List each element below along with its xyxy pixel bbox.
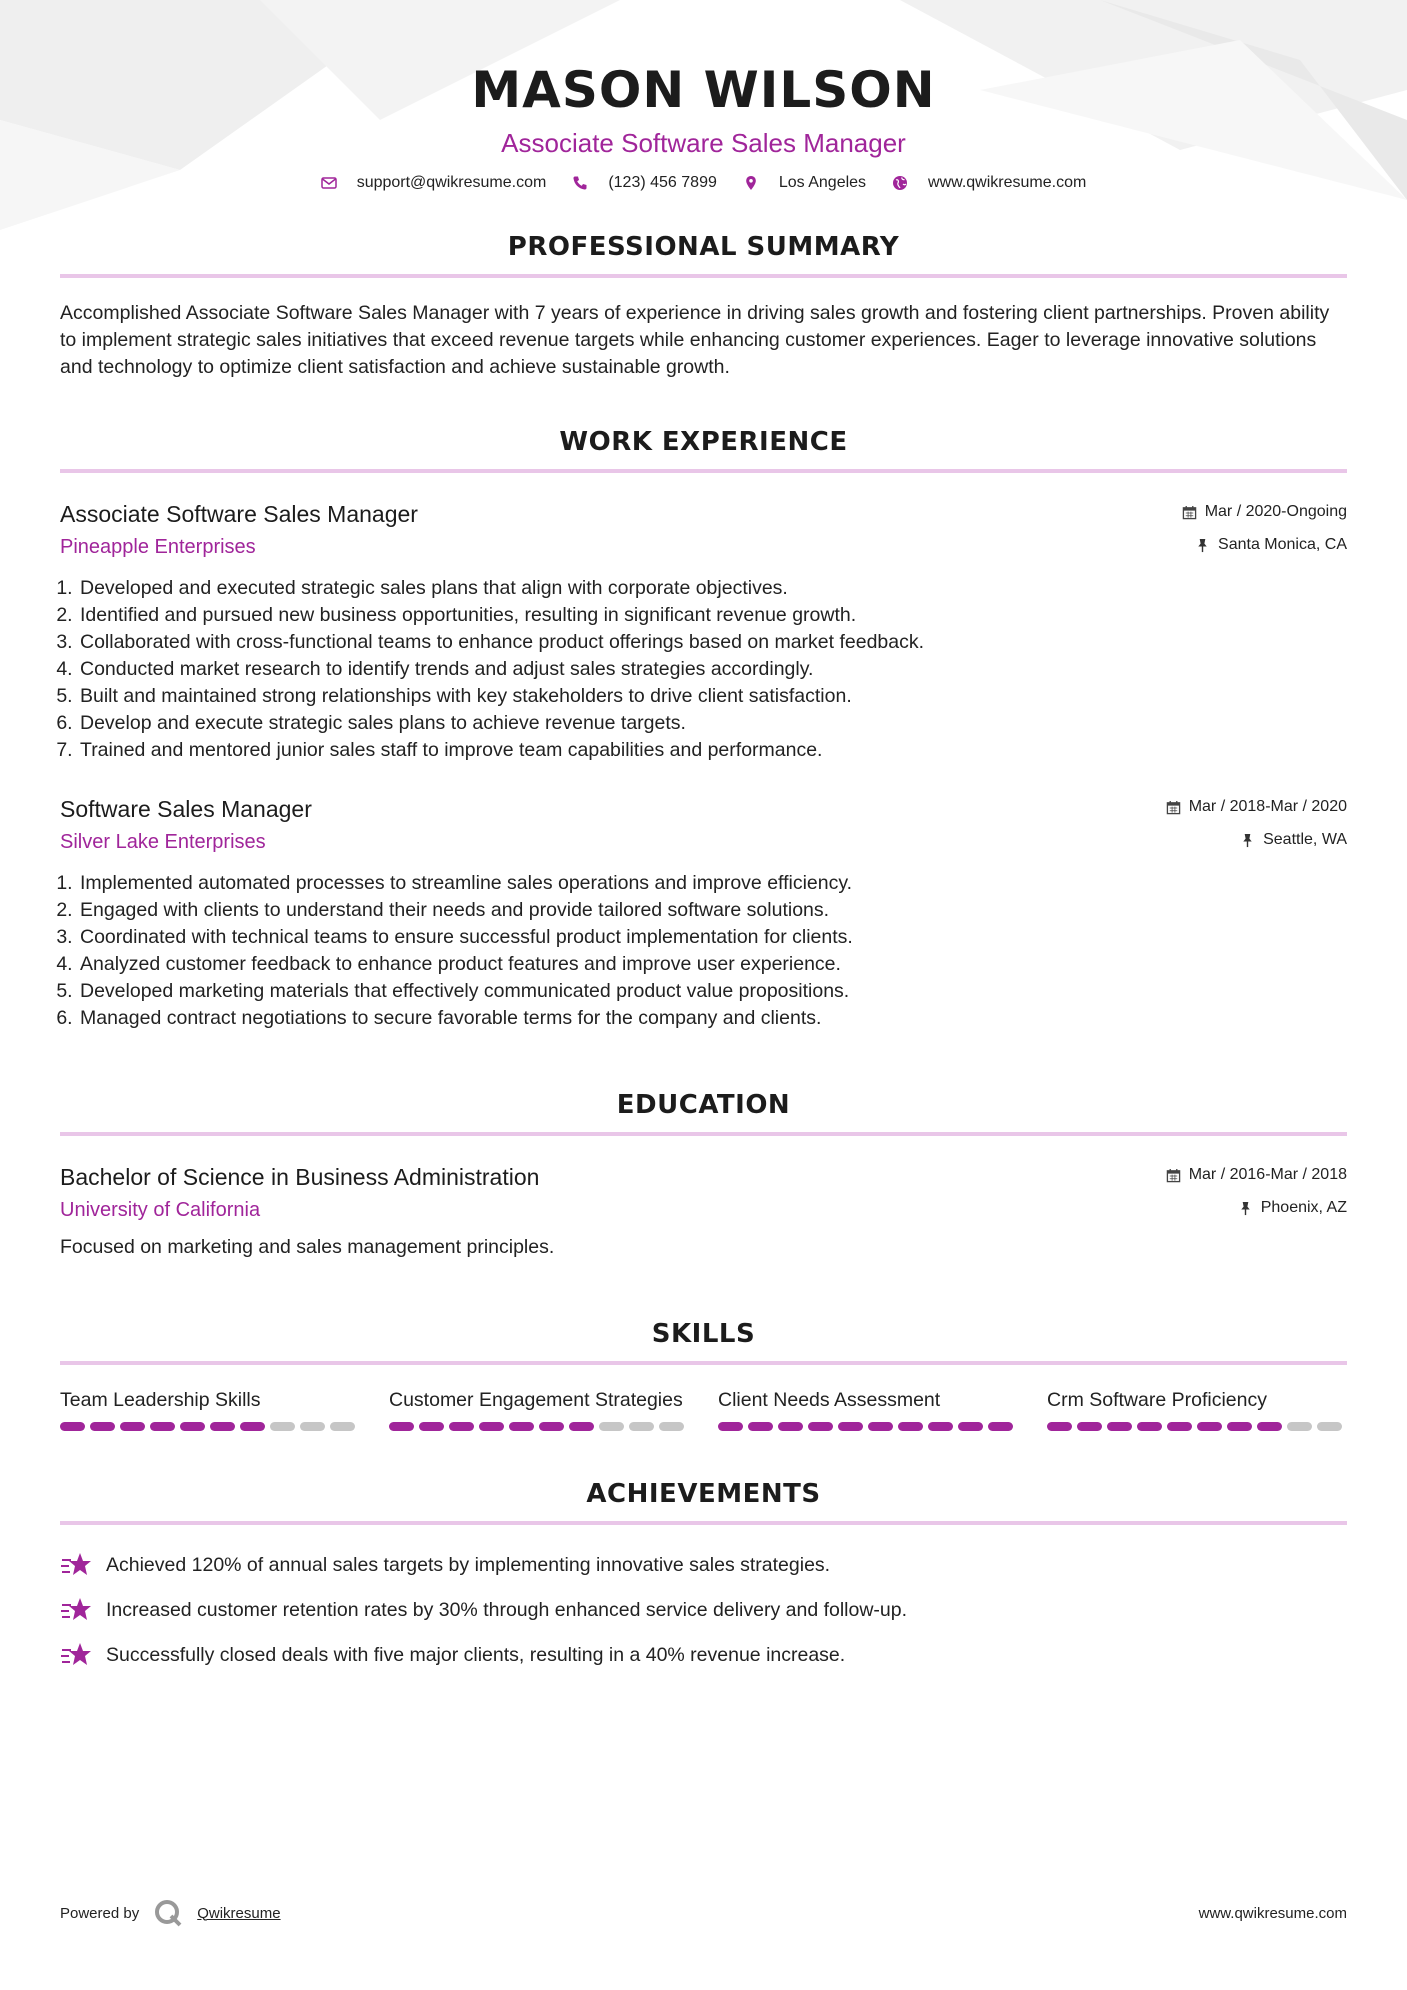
achievement-text: Successfully closed deals with five major clients, resulting in a 40% revenue increase. xyxy=(106,1643,846,1666)
powered-by-label: Powered by xyxy=(60,1904,140,1922)
skill-rating xyxy=(60,1422,360,1431)
list-item: 7. Trained and mentored junior sales staff to improve team capabilities and performance. xyxy=(78,737,1347,764)
calendar-icon xyxy=(1166,1168,1181,1183)
skill-dot-empty xyxy=(270,1422,295,1431)
list-item: 4. Analyzed customer feedback to enhance product features and improve user experience. xyxy=(78,951,1347,978)
summary-text: Accomplished Associate Software Sales Manager with 7 years of experience in driving sales growth and fostering client partnerships. Proven ability to implement strategic sales initiatives that exceed revenue targets while enhancing customer experiences. Eager to leverage innovative solutions and technology to optimize client satisfaction and achieve sustainable growth. xyxy=(60,302,1330,378)
achievement-text: Achieved 120% of annual sales targets by implementing innovative sales strategies. xyxy=(106,1553,831,1576)
achievements-section xyxy=(60,1477,1347,1669)
job-bullets xyxy=(60,575,1347,764)
globe-icon xyxy=(892,175,908,191)
skill-dot-empty xyxy=(1287,1422,1312,1431)
skill-name: Team Leadership Skills xyxy=(60,1389,261,1411)
skill-rating xyxy=(1047,1422,1347,1431)
skill-dot-filled xyxy=(778,1422,803,1431)
education-degree: Bachelor of Science in Business Administration xyxy=(60,1164,540,1190)
skill-dot-filled xyxy=(1257,1422,1282,1431)
contact-location-text: Los Angeles xyxy=(778,174,867,191)
phone-icon xyxy=(572,175,588,191)
job-dates xyxy=(1166,796,1347,818)
skills-grid xyxy=(60,1387,1347,1431)
job-entry xyxy=(60,499,1347,764)
skill-rating xyxy=(389,1422,689,1431)
list-item: 5. Developed marketing materials that effectively communicated product value propositions. xyxy=(78,978,1347,1005)
contact-phone-text: (123) 456 7899 xyxy=(608,174,717,191)
list-item: 5. Built and maintained strong relationships with key stakeholders to drive client satisfaction. xyxy=(78,683,1347,710)
candidate-name: MASON WILSON xyxy=(471,61,936,119)
candidate-role: Associate Software Sales Manager xyxy=(501,128,906,158)
skill-dot-filled xyxy=(1077,1422,1102,1431)
skill-dot-filled xyxy=(868,1422,893,1431)
achievement-item xyxy=(60,1641,1347,1669)
skill-dot-filled xyxy=(1047,1422,1072,1431)
skill-dot-filled xyxy=(898,1422,923,1431)
skill-dot-empty xyxy=(599,1422,624,1431)
education-heading: EDUCATION xyxy=(616,1090,791,1120)
shooting-star-icon xyxy=(60,1551,92,1579)
contact-email[interactable] xyxy=(321,174,547,192)
education-dates xyxy=(1166,1164,1347,1186)
map-pin-icon xyxy=(743,175,759,191)
pushpin-icon xyxy=(1238,1201,1253,1216)
job-dates-text: Mar / 2018-Mar / 2020 xyxy=(1188,798,1347,815)
achievements-list xyxy=(60,1551,1347,1669)
job-title: Associate Software Sales Manager xyxy=(60,501,418,527)
skill-dot-filled xyxy=(389,1422,414,1431)
achievement-text: Increased customer retention rates by 30% through enhanced service delivery and follow-up. xyxy=(106,1598,908,1621)
job-bullets xyxy=(60,870,1347,1032)
skill-dot-empty xyxy=(1317,1422,1342,1431)
skill-dot-filled xyxy=(928,1422,953,1431)
skill-dot-filled xyxy=(180,1422,205,1431)
contact-bar xyxy=(60,174,1347,192)
section-divider xyxy=(60,1521,1347,1525)
job-location-text: Santa Monica, CA xyxy=(1218,536,1347,553)
skills-section xyxy=(60,1317,1347,1431)
job-location xyxy=(1166,829,1347,851)
education-entry xyxy=(60,1162,1347,1261)
skill-dot-filled xyxy=(449,1422,474,1431)
list-item: 4. Conducted market research to identify trends and adjust sales strategies accordingly. xyxy=(78,656,1347,683)
skill-dot-filled xyxy=(718,1422,743,1431)
calendar-icon xyxy=(1166,800,1181,815)
skill-dot-empty xyxy=(330,1422,355,1431)
skill-dot-filled xyxy=(210,1422,235,1431)
education-dates-text: Mar / 2016-Mar / 2018 xyxy=(1188,1166,1347,1183)
calendar-icon xyxy=(1182,505,1197,520)
list-item: 3. Collaborated with cross-functional teams to enhance product offerings based on market feedback. xyxy=(78,629,1347,656)
skill-item xyxy=(1047,1387,1347,1431)
achievement-item xyxy=(60,1551,1347,1579)
summary-heading: PROFESSIONAL SUMMARY xyxy=(507,232,900,262)
job-dates-text: Mar / 2020-Ongoing xyxy=(1204,503,1347,520)
skill-dot-filled xyxy=(748,1422,773,1431)
list-item: 2. Engaged with clients to understand their needs and provide tailored software solutions. xyxy=(78,897,1347,924)
pushpin-icon xyxy=(1195,538,1210,553)
contact-website[interactable] xyxy=(892,174,1086,192)
education-location-text: Phoenix, AZ xyxy=(1260,1199,1347,1216)
skill-dot-filled xyxy=(1167,1422,1192,1431)
job-dates xyxy=(1182,501,1347,523)
experience-heading: WORK EXPERIENCE xyxy=(559,427,848,457)
section-divider xyxy=(60,274,1347,278)
skill-rating xyxy=(718,1422,1018,1431)
skill-dot-empty xyxy=(300,1422,325,1431)
skill-name: Crm Software Proficiency xyxy=(1047,1389,1267,1411)
skill-dot-filled xyxy=(1197,1422,1222,1431)
skill-dot-filled xyxy=(988,1422,1013,1431)
list-item: 2. Identified and pursued new business opportunities, resulting in significant revenue growth. xyxy=(78,602,1347,629)
powered-by xyxy=(60,1898,281,1928)
job-company: Pineapple Enterprises xyxy=(60,536,256,558)
section-divider xyxy=(60,469,1347,473)
summary-section xyxy=(60,230,1347,381)
skills-heading: SKILLS xyxy=(651,1319,756,1349)
pushpin-icon xyxy=(1240,833,1255,848)
skill-dot-filled xyxy=(1227,1422,1252,1431)
skill-dot-empty xyxy=(659,1422,684,1431)
list-item: 3. Coordinated with technical teams to ensure successful product implementation for clients. xyxy=(78,924,1347,951)
skill-dot-filled xyxy=(808,1422,833,1431)
education-school: University of California xyxy=(60,1199,261,1221)
section-divider xyxy=(60,1361,1347,1365)
skill-dot-filled xyxy=(509,1422,534,1431)
brand-link[interactable]: Qwikresume xyxy=(197,1904,281,1922)
contact-location xyxy=(743,174,866,192)
job-location xyxy=(1182,534,1347,556)
job-meta xyxy=(1182,501,1347,556)
job-title: Software Sales Manager xyxy=(60,796,312,822)
skill-name: Client Needs Assessment xyxy=(718,1389,941,1411)
education-location xyxy=(1166,1197,1347,1219)
contact-email-text: support@qwikresume.com xyxy=(356,174,547,191)
list-item: 6. Develop and execute strategic sales plans to achieve revenue targets. xyxy=(78,710,1347,737)
skill-dot-filled xyxy=(958,1422,983,1431)
job-location-text: Seattle, WA xyxy=(1263,831,1347,848)
education-meta xyxy=(1166,1164,1347,1219)
skill-item xyxy=(718,1387,1018,1431)
experience-section xyxy=(60,425,1347,1032)
skill-dot-filled xyxy=(150,1422,175,1431)
list-item: 1. Developed and executed strategic sales plans that align with corporate objectives. xyxy=(78,575,1347,602)
contact-website-text: www.qwikresume.com xyxy=(928,174,1087,191)
skill-dot-filled xyxy=(569,1422,594,1431)
achievements-heading: ACHIEVEMENTS xyxy=(586,1479,821,1509)
page-footer xyxy=(60,1898,1347,1928)
envelope-icon xyxy=(321,175,337,191)
skill-dot-filled xyxy=(90,1422,115,1431)
list-item: 1. Implemented automated processes to streamline sales operations and improve efficiency. xyxy=(78,870,1347,897)
resume-header xyxy=(60,0,1347,192)
skill-dot-filled xyxy=(479,1422,504,1431)
skill-dot-filled xyxy=(1137,1422,1162,1431)
education-description: Focused on marketing and sales management principles. xyxy=(60,1236,555,1258)
job-meta xyxy=(1166,796,1347,851)
job-company: Silver Lake Enterprises xyxy=(60,831,266,853)
qwikresume-logo-icon xyxy=(153,1898,183,1928)
shooting-star-icon xyxy=(60,1641,92,1669)
footer-website[interactable]: www.qwikresume.com xyxy=(1198,1904,1347,1922)
skill-dot-filled xyxy=(120,1422,145,1431)
skill-item xyxy=(60,1387,360,1431)
achievement-item xyxy=(60,1596,1347,1624)
skill-dot-filled xyxy=(838,1422,863,1431)
skill-dot-filled xyxy=(419,1422,444,1431)
skill-item xyxy=(389,1387,689,1431)
skill-dot-filled xyxy=(539,1422,564,1431)
skill-dot-empty xyxy=(629,1422,654,1431)
skill-dot-filled xyxy=(60,1422,85,1431)
shooting-star-icon xyxy=(60,1596,92,1624)
skill-name: Customer Engagement Strategies xyxy=(389,1389,683,1411)
education-section xyxy=(60,1088,1347,1261)
skill-dot-filled xyxy=(240,1422,265,1431)
contact-phone[interactable] xyxy=(572,174,717,192)
job-entry xyxy=(60,794,1347,1032)
skill-dot-filled xyxy=(1107,1422,1132,1431)
list-item: 6. Managed contract negotiations to secure favorable terms for the company and clients. xyxy=(78,1005,1347,1032)
section-divider xyxy=(60,1132,1347,1136)
